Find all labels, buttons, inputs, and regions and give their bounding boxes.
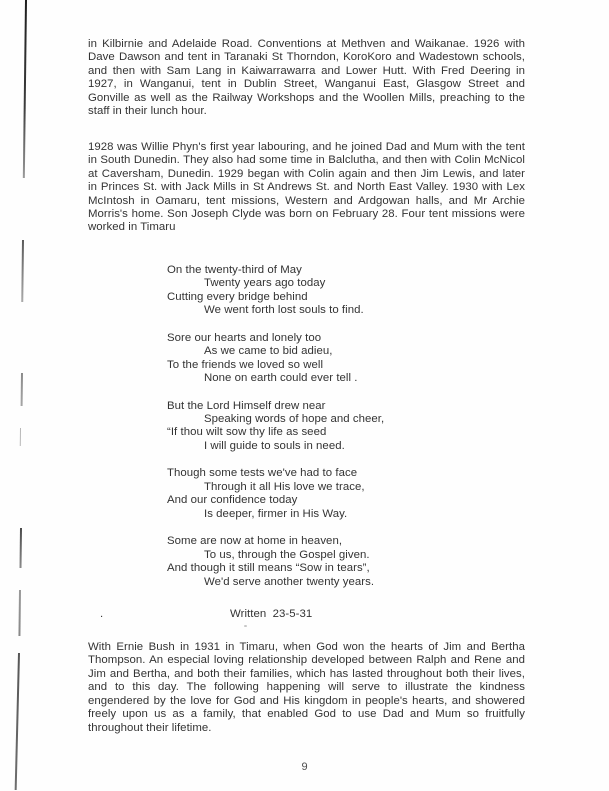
poem-line: None on earth could ever tell . — [204, 372, 358, 385]
poem-line: As we came to bid adieu, — [204, 345, 333, 358]
closing-paragraph: With Ernie Bush in 1931 in Timaru, when God won the hearts of Jim and Bertha Thompson. An especial loving relationship developed between Ralph and Rene and Jim and Bertha, and both their families, which has lasted throughout both their lives, and to this day. The following happening will serve to illustrate the kindness engendered by the love for God and His kingdom in people's hearts, and showered freely upon us as a family, that enabled God to use Dad and Mum so fruitfully throughout their lifetime. — [88, 640, 525, 734]
poem-line: Some are now at home in heaven, — [167, 535, 343, 548]
body-paragraph-1: in Kilbirnie and Adelaide Road. Conventions at Methven and Waikanae. 1926 with Dave Dawson and tent in Taranaki St Thorndon, KoroKoro and Wadestown schools, and then with Sam Lang in Kaiwarrawarra and Lower Hutt. With Fred Deering in 1927, in Wanganui, tent in Dublin Street, Wanganui East, Glasgow Street and Gonville as well as the Railway Workshops and the Woollen Mills, preaching to the staff in their lunch hour. — [88, 38, 525, 118]
poem-line: I will guide to souls in need. — [204, 439, 345, 452]
scan-artifact-line — [19, 428, 20, 446]
poem-stanza-3 — [167, 400, 525, 454]
stray-period-mark: . — [100, 607, 104, 620]
scan-artifact-line — [20, 373, 22, 406]
poem-line: Cutting every bridge behind — [167, 290, 308, 303]
poem — [167, 264, 525, 589]
poem-line: Is deeper, firmer in His Way. — [204, 507, 348, 520]
poem-stanza-4 — [167, 467, 525, 521]
poem-line: Speaking words of hope and cheer, — [204, 412, 385, 425]
poem-stanza-5 — [167, 535, 525, 589]
body-paragraph-2: 1928 was Willie Phyn's first year labouring, and he joined Dad and Mum with the tent in South Dunedin. They also had some time in Balclutha, and then with Colin McNicol at Caversham, Dunedin. 1929 began with Colin again and then Jim Lewis, and later in Princes St. with Jack Mills in St Andrews St. and North East Valley. 1930 with Lex McIntosh in Oamaru, tent missions, Western and Ardgowan halls, and Mr Archie Morris's home. Son Joseph Clyde was born on February 28. Four tent missions were worked in Timaru — [88, 140, 525, 234]
poem-line: We'd serve another twenty years. — [204, 575, 375, 588]
poem-line: On the twenty-third of May — [167, 263, 302, 276]
poem-line: And though it still means “Sow in tears”, — [167, 562, 370, 575]
poem-line: “If thou wilt sow thy life as seed — [167, 426, 327, 439]
poem-line: Sore our hearts and lonely too — [167, 331, 322, 344]
poem-line: And our confidence today — [167, 494, 298, 507]
poem-line: Though some tests we've had to face — [167, 467, 358, 480]
poem-line: To the friends we loved so well — [167, 358, 324, 371]
poem-attribution-row — [88, 608, 525, 622]
text-column — [88, 38, 525, 735]
poem-attribution: Written 23-5-31 — [230, 607, 313, 620]
scan-artifact-line — [23, 0, 27, 178]
scan-artifact-line — [19, 528, 21, 568]
poem-line: Twenty years ago today — [204, 277, 326, 290]
scan-artifact-line — [21, 240, 23, 302]
page-number: 9 — [301, 761, 308, 773]
poem-stanza-2 — [167, 332, 525, 386]
scan-artifact-line — [18, 590, 20, 636]
poem-line: We went forth lost souls to find. — [204, 304, 364, 317]
poem-line: Through it all His love we trace, — [204, 480, 365, 493]
poem-stanza-1 — [167, 264, 525, 318]
poem-line: To us, through the Gospel given. — [204, 548, 370, 561]
poem-line: But the Lord Himself drew near — [167, 399, 326, 412]
